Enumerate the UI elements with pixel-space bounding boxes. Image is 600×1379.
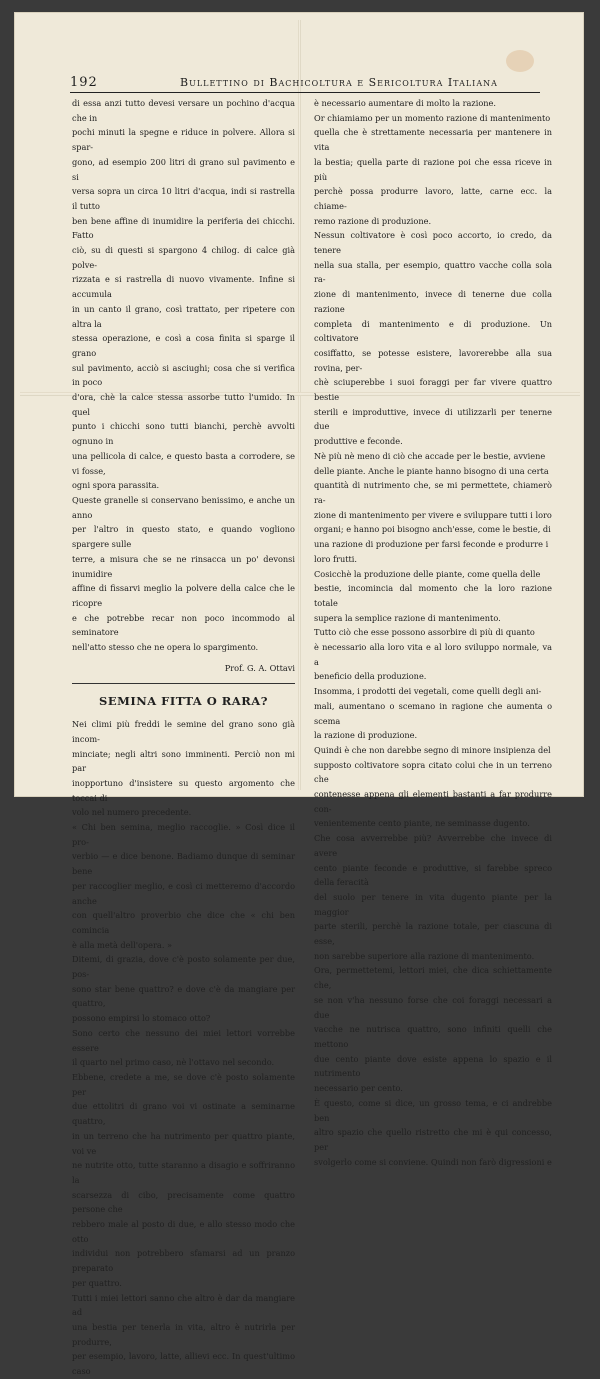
text-line: affine di fissarvi meglio la polvere della calce che le ricopre [72, 583, 295, 608]
text-line: chè sciuperebbe i suoi foraggi per far vivere quattro bestie [314, 377, 552, 403]
text-line: è necessario aumentare di molto la razione. [314, 98, 496, 108]
intro-paragraph [72, 96, 295, 493]
text-line: sterili e improduttive, invece di utilizzarli per tenerne due [314, 406, 552, 432]
text-line: per esempio, lavoro, latte, allievi ecc. In quest'ultimo caso [72, 1351, 295, 1377]
text-line: « Chi ben semina, meglio raccoglie. » Così dice il pro- [72, 822, 295, 847]
text-line: Or chiamiamo per un momento razione di mantenimento [314, 112, 551, 123]
text-line: Sono certo che nessuno dei miei lettori vorrebbe essere [72, 1027, 295, 1053]
text-line: in un terreno che ha nutrimento per quattro piante, voi ve [72, 1130, 295, 1156]
text-line: di essa anzi tutto devesi versare un pochino d'acqua che in [72, 98, 295, 123]
text-line: Nè più nè meno di ciò che accade per le bestie, avviene [314, 450, 546, 461]
text-line: quella che è strettamente necessaria per mantenere in vita [314, 127, 552, 153]
right-column [314, 96, 552, 1169]
text-line: cosiffatto, se potesse esistere, lavorerebbe alla sua rovina, per- [314, 347, 552, 373]
text-line: punto i chicchi sono tutti bianchi, perchè avvolti ognuno in [72, 421, 295, 447]
text-line: e che potrebbe recar non poco incommodo al seminatore [72, 612, 295, 638]
text-line: verbio — e dice benone. Badiamo dunque di seminar bene [72, 851, 295, 877]
text-line: per l'altro in questo stato, e quando vogliono spargere sulle [72, 524, 295, 550]
text-line: produttive e feconde. [314, 436, 403, 447]
text-line: la razione di produzione. [314, 730, 418, 741]
text-line: Cosicchè la produzione delle piante, come quella delle [314, 568, 541, 579]
text-line: nella sua stalla, per esempio, quattro vacche colla sola ra- [314, 259, 552, 285]
text-line: bestie, incomincia dal momento che la loro razione totale [314, 583, 552, 608]
vertical-fold [298, 20, 301, 790]
text-line: minciate; negli altri sono imminenti. Perciò non mi par [72, 748, 295, 774]
page-header [70, 70, 540, 93]
text-line: Tutto ciò che esse possono assorbire di più di quanto [314, 627, 535, 638]
left-column [72, 96, 295, 1379]
text-line: cento piante feconde e produttive, si farebbe spreco della feracità [314, 862, 552, 888]
text-line: ogni spora parassita. [72, 480, 160, 491]
text-line: sono star bene quattro? e dove c'è da mangiare per quattro, [72, 983, 295, 1009]
text-line: parte sterili, perchè la razione totale, per ciascuna di esse, [314, 921, 552, 947]
text-line: Quindi è che non darebbe segno di minore insipienza del [314, 744, 551, 755]
text-line: due cento piante dove esiste appena lo spazio e il nutrimento [314, 1053, 552, 1079]
section-body [72, 717, 295, 1379]
text-line: sul pavimento, acciò si asciughi; cosa che si verifica in poco [72, 362, 295, 388]
text-line: pochi minuti la spegne e riduce in polvere. Allora si spar- [72, 127, 295, 153]
text-line: per quattro. [72, 1277, 122, 1288]
text-line: scarsezza di cibo, precisamente come quattro persone che [72, 1189, 295, 1215]
text-line: due ettolitri di grano voi vi ostinate a seminarne quattro, [72, 1101, 295, 1127]
text-line: contenesse appena gli elementi bastanti a far produrre con- [314, 789, 552, 814]
text-line: rebbero male al posto di due, e allo stesso modo che otto [72, 1219, 295, 1244]
right-column-body [314, 96, 552, 1169]
text-line: completa di mantenimento e di produzione. Un coltivatore [314, 318, 552, 344]
section-divider [72, 683, 295, 684]
text-line: Tutti i miei lettori sanno che altro è dar da mangiare ad [72, 1292, 295, 1318]
publication-title: Bullettino di Bachicoltura e Sericoltura Italiana [180, 76, 498, 89]
text-line: vacche ne nutrisca quattro, sono infiniti quelli che mettono [314, 1024, 552, 1049]
text-line: Ditemi, di grazia, dove c'è posto solamente per due, pos- [72, 954, 295, 980]
second-paragraph [72, 493, 295, 655]
text-line: supera la semplice razione di mantenimento. [314, 612, 501, 623]
text-line: Nessun coltivatore è così poco accorto, io credo, da tenere [314, 230, 552, 256]
text-line: d'ora, chè la calce stessa assorbe tutto l'umido. In quel [72, 392, 295, 417]
text-line: una razione di produzione per farsi feconde e produrre i [314, 539, 549, 550]
paper-stain [506, 50, 534, 72]
text-line: Ora, permettetemi, lettori miei, che dica schiettamente che, [314, 965, 552, 991]
text-line: ciò, su di questi si spargono 4 chilog. di calce già polve- [72, 245, 295, 270]
text-line: Queste granelle si conservano benissimo, e anche un anno [72, 494, 295, 520]
text-line: È questo, come si dice, un grosso tema, e ci andrebbe ben [314, 1097, 552, 1123]
text-line: ne nutrite otto, tutte staranno a disagio e soffriranno la [72, 1160, 295, 1185]
text-line: organi; e hanno poi bisogno anch'esse, come le bestie, di [314, 524, 551, 535]
text-line: ben bene affine di inumidire la periferia dei chicchi. Fatto [72, 215, 295, 241]
text-line: necessario per cento. [314, 1083, 403, 1094]
text-line: nell'atto stesso che ne opera lo spargimento. [72, 642, 259, 653]
text-line: una pellicola di calce, e questo basta a corrodere, se vi fosse, [72, 450, 295, 476]
text-line: versa sopra un circa 10 litri d'acqua, indi si rastrella il tutto [72, 186, 295, 211]
text-line: terre, a misura che se ne rinsacca un po' devonsi inumidire [72, 553, 295, 579]
text-line: gono, ad esempio 200 litri di grano sul pavimento e si [72, 156, 295, 182]
text-line: è necessario alla loro vita e al loro sviluppo normale, va a [314, 642, 552, 667]
text-line: altro spazio che quello ristretto che mi è qui concesso, per [314, 1127, 552, 1152]
text-line: se non v'ha nessuno forse che coi foraggi necessari a due [314, 994, 552, 1020]
page-number: 192 [70, 75, 98, 90]
text-line: Nei climi più freddi le semine del grano sono già incom- [72, 719, 295, 744]
text-line: loro frutti. [314, 553, 358, 564]
text-line: una bestia per tenerla in vita, altro è nutrirla per produrre, [72, 1321, 295, 1347]
text-line: Insomma, i prodotti dei vegetali, come quelli degli ani- [314, 686, 542, 697]
text-line: con quell'altro proverbio che dice che « chi ben comincia [72, 910, 295, 935]
text-line: del suolo per tenere in vita dugento piante per la maggior [314, 891, 552, 917]
text-line: è alla metà dell'opera. » [72, 939, 173, 950]
text-line: remo razione di produzione. [314, 215, 432, 226]
text-line: per raccoglier meglio, e così ci metteremo d'accordo anche [72, 880, 295, 906]
text-line: perchè possa produrre lavoro, latte, carne ecc. la chiame- [314, 186, 552, 211]
text-line: delle piante. Anche le piante hanno bisogno di una certa [314, 465, 549, 476]
text-line: zione di mantenimento per vivere e sviluppare tutti i loro [314, 509, 552, 520]
text-line: zione di mantenimento, invece di tenerne due colla razione [314, 289, 552, 314]
section-title: SEMINA FITTA O RARA? [99, 694, 268, 709]
text-line: non sarebbe superiore alla razione di mantenimento. [314, 950, 535, 961]
text-line: svolgerlo come si conviene. Quindi non farò digressioni e [314, 1156, 552, 1167]
text-line: Ebbene, credete a me, se dove c'è posto solamente per [72, 1072, 295, 1097]
text-line: individui non potrebbero sfamarsi ad un pranzo preparato [72, 1248, 295, 1274]
text-line: in un canto il grano, così trattato, per ripetere con altra la [72, 303, 295, 329]
text-line: inopportuno d'insistere su questo argomento che toccai di [72, 777, 295, 803]
text-line: beneficio della produzione. [314, 671, 427, 682]
text-line: quantità di nutrimento che, se mi permettete, chiamerò ra- [314, 480, 552, 505]
text-line: mali, aumentano o scemano in ragione che aumenta o scema [314, 700, 552, 726]
text-line: stessa operazione, e così a cosa finita si sparge il grano [72, 333, 295, 358]
author-signature: Prof. G. A. Ottavi [224, 662, 295, 673]
text-line: rizzata e si rastrella di nuovo vivamente. Infine si accumula [72, 274, 295, 300]
text-line: la bestia; quella parte di razione poi che essa riceve in più [314, 156, 552, 182]
text-line: possono empirsi lo stomaco otto? [72, 1013, 211, 1024]
text-line: venientemente cento piante, ne seminasse dugento. [314, 818, 530, 829]
text-line: Che cosa avverrebbe più? Avverrebbe che invece di avere [314, 833, 552, 858]
text-line: volo nel numero precedente. [72, 807, 192, 818]
text-line: il quarto nel primo caso, nè l'ottavo nel secondo. [72, 1057, 275, 1068]
text-line: supposto coltivatore sopra citato colui che in un terreno che [314, 759, 552, 785]
